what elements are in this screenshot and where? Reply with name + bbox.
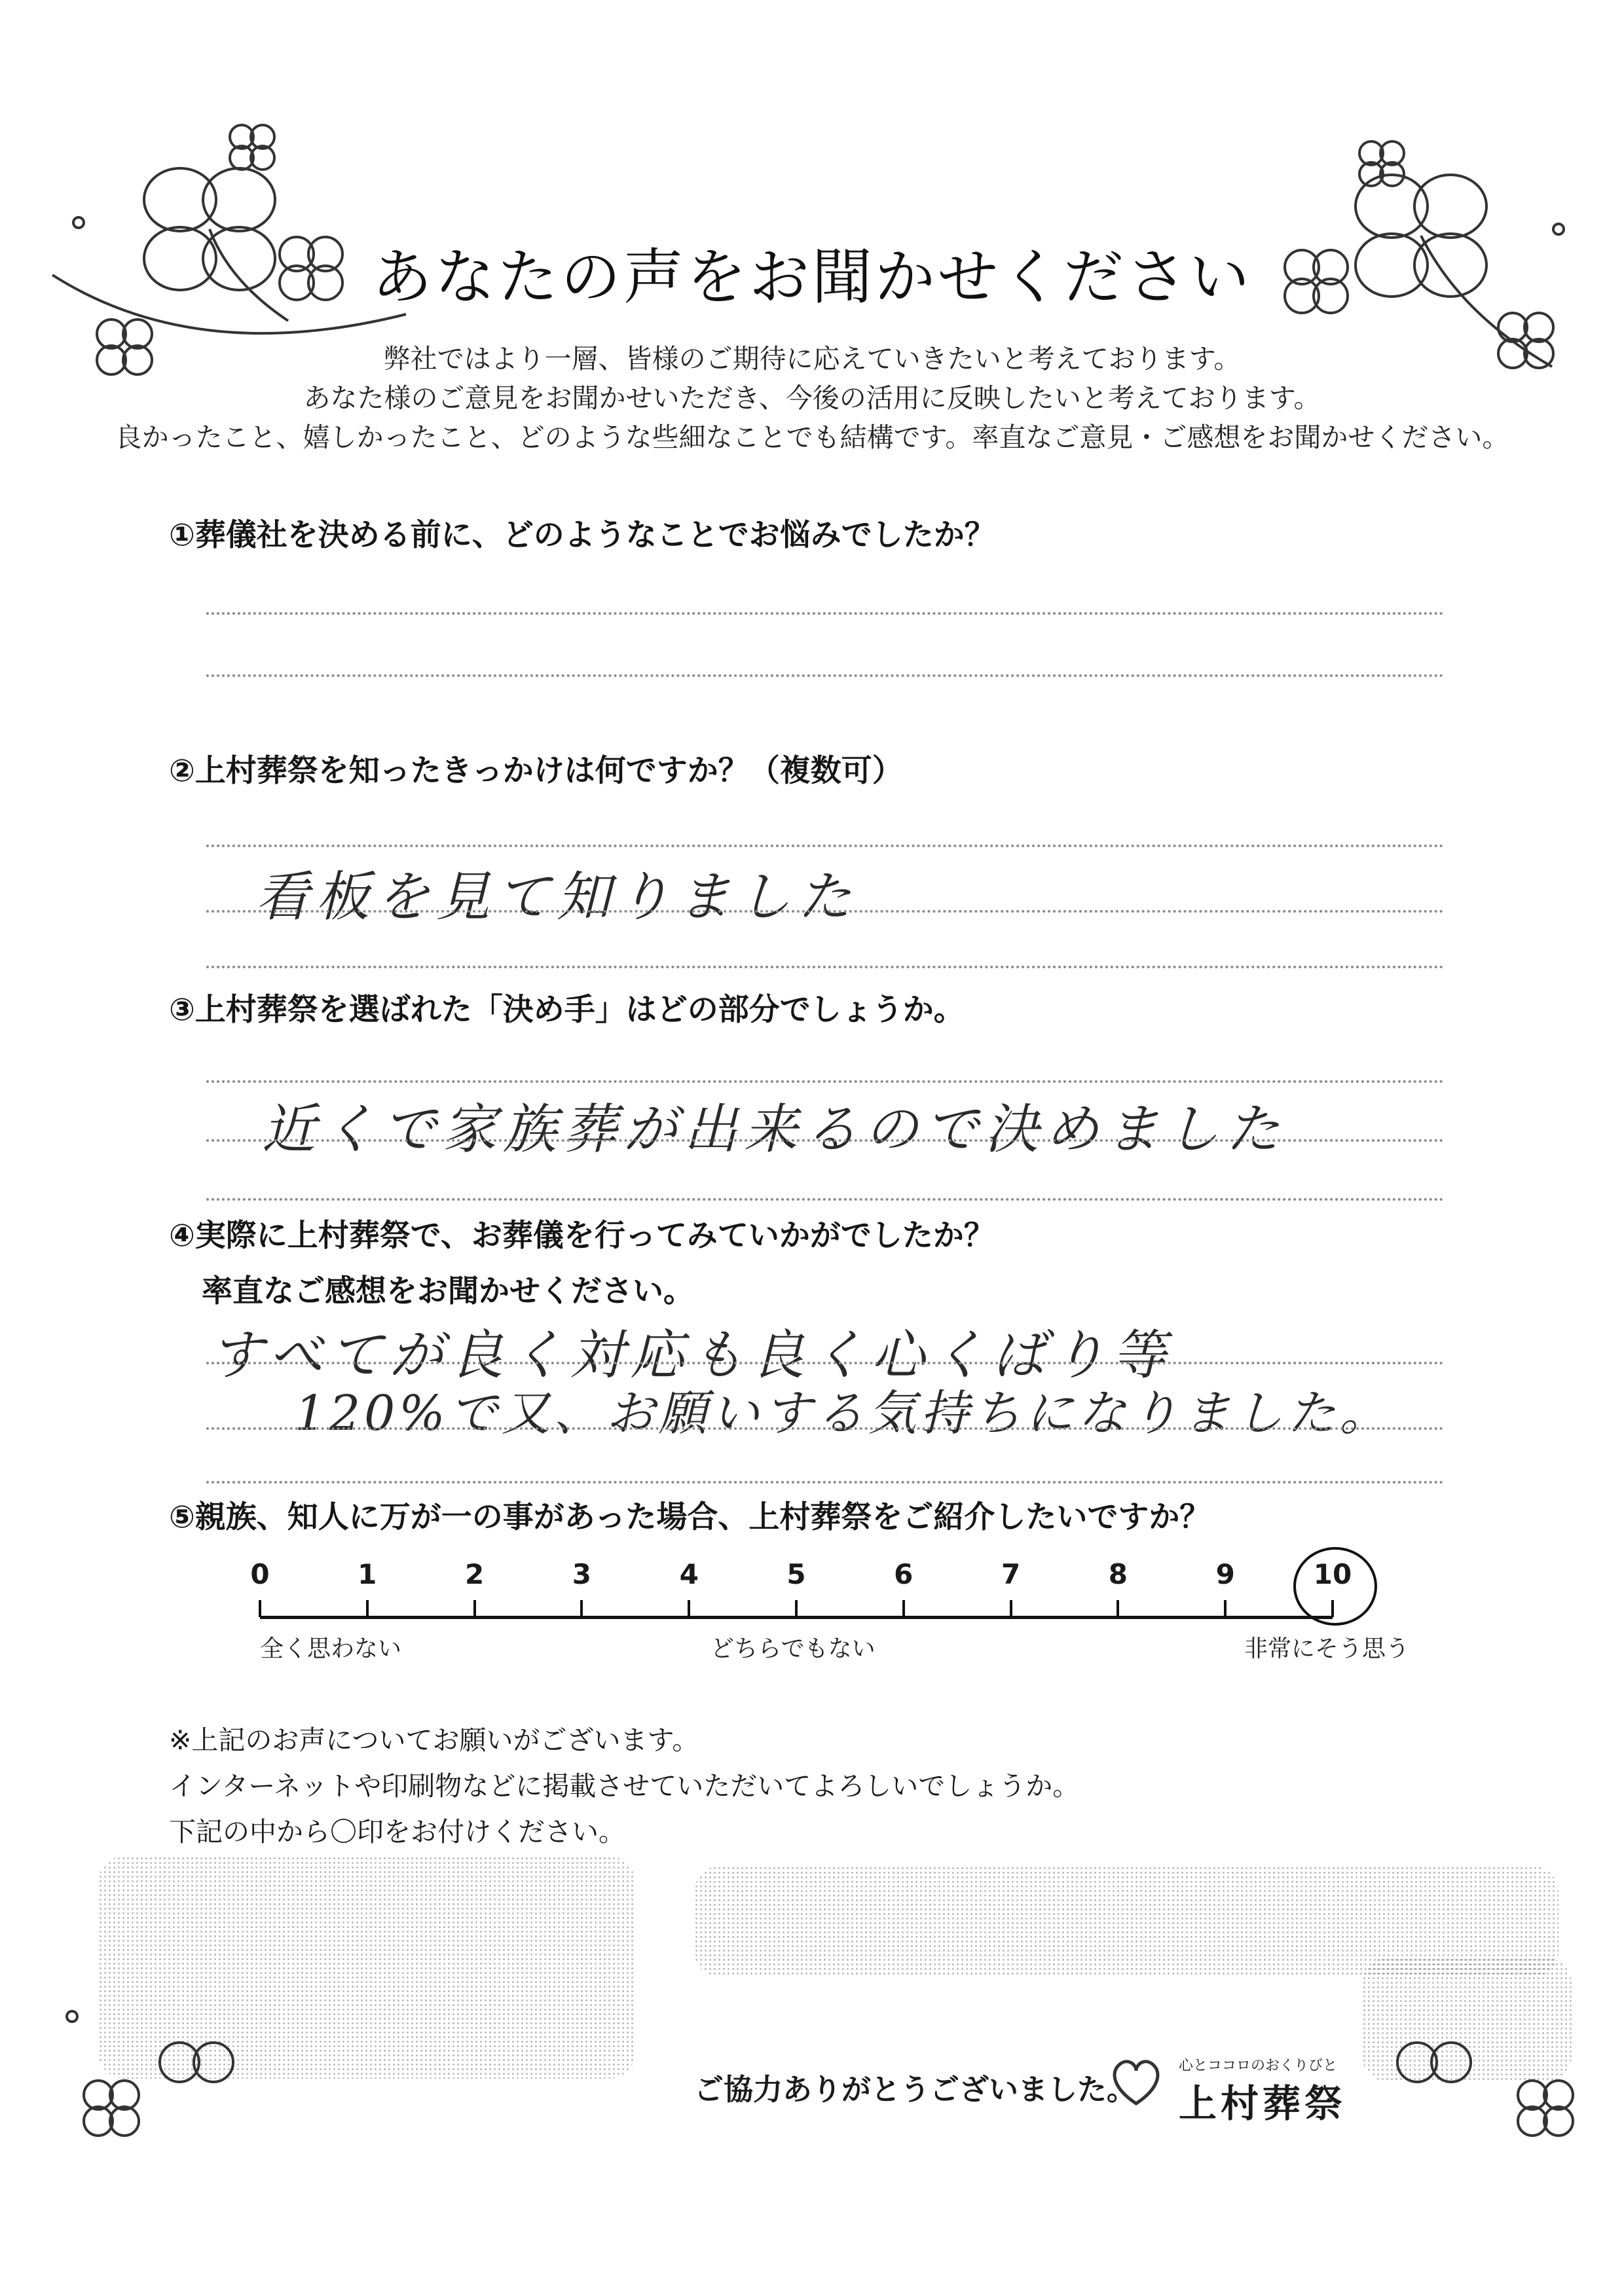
scale-number-8[interactable]: 8 bbox=[1108, 1558, 1128, 1590]
question-5: ⑤親族、知人に万が一の事があった場合、上村葬祭をご紹介したいですか？ bbox=[169, 1499, 1211, 1535]
clover-icon bbox=[1518, 2081, 1573, 2136]
answer-line bbox=[206, 674, 1444, 677]
scale-number-0[interactable]: 0 bbox=[250, 1558, 270, 1590]
logo-tagline: 心とココロのおくりびと bbox=[1179, 2058, 1338, 2074]
intro-line-3: 良かったこと、嬉しかったこと、どのような些細なことでも結構です。率直なご意見・ご感想をお聞かせください。 bbox=[115, 422, 1509, 453]
note-line-2: インターネットや印刷物などに掲載させていただいてよろしいでしょうか。 bbox=[169, 1770, 1080, 1802]
logo-name: 上村葬祭 bbox=[1179, 2081, 1347, 2126]
scale-number-9[interactable]: 9 bbox=[1215, 1558, 1235, 1590]
clover-icon bbox=[1359, 141, 1404, 186]
question-3: ③上村葬祭を選ばれた「決め手」はどの部分でしょうか。 bbox=[169, 992, 965, 1028]
answer-line bbox=[206, 1139, 1444, 1142]
answer-line bbox=[206, 910, 1444, 913]
scale-number-6[interactable]: 6 bbox=[894, 1558, 913, 1590]
scale-number-10[interactable]: 10 bbox=[1313, 1558, 1352, 1590]
scale-tick bbox=[795, 1600, 798, 1617]
clover-icon bbox=[1397, 2043, 1471, 2082]
question-4: ④実際に上村葬祭で、お葬儀を行ってみていかがでしたか？ bbox=[169, 1218, 995, 1254]
scale-label-mid: どちらでもない bbox=[710, 1635, 876, 1662]
clover-icon bbox=[160, 2043, 233, 2082]
question-1: ①葬儀社を決める前に、どのようなことでお悩みでしたか？ bbox=[169, 517, 995, 553]
answer-4-handwritten-line-1: すべてが良く対応も良く心くばり等 bbox=[210, 1324, 1173, 1387]
scale-tick bbox=[580, 1600, 583, 1617]
intro-line-1: 弊社ではより一層、皆様のご期待に応えていきたいと考えております。 bbox=[383, 343, 1241, 374]
heart-icon bbox=[1107, 2052, 1166, 2111]
answer-line bbox=[206, 845, 1444, 847]
question-2: ②上村葬祭を知ったきっかけは何ですか？（複数可） bbox=[169, 753, 903, 789]
answer-line bbox=[206, 1481, 1444, 1484]
page-title: あなたの声をお聞かせください bbox=[371, 242, 1252, 312]
question-4-line-2: 率直なご感想をお聞かせください。 bbox=[202, 1273, 694, 1309]
clover-icon bbox=[84, 2081, 139, 2136]
answer-line bbox=[206, 1427, 1444, 1430]
answer-line bbox=[206, 966, 1444, 968]
scale-number-4[interactable]: 4 bbox=[679, 1558, 699, 1590]
scale-tick bbox=[688, 1600, 690, 1617]
note-line-1: ※上記のお声についてお願いがございます。 bbox=[169, 1724, 699, 1756]
scale-tick bbox=[1010, 1600, 1012, 1617]
scale-number-1[interactable]: 1 bbox=[358, 1558, 377, 1590]
scale-number-7[interactable]: 7 bbox=[1001, 1558, 1021, 1590]
scale-tick bbox=[1224, 1600, 1227, 1617]
scale-number-3[interactable]: 3 bbox=[572, 1558, 591, 1590]
scale-tick bbox=[473, 1600, 476, 1617]
scale-tick bbox=[259, 1600, 261, 1617]
scale-number-5[interactable]: 5 bbox=[786, 1558, 806, 1590]
scale-label-low: 全く思わない bbox=[260, 1635, 402, 1662]
answer-line bbox=[206, 1362, 1444, 1364]
intro-line-2: あなた様のご意見をお聞かせいただき、今後の活用に反映したいと考えております。 bbox=[303, 382, 1321, 414]
clover-decoration-left bbox=[0, 0, 471, 393]
scale-tick bbox=[902, 1600, 905, 1617]
answer-line bbox=[206, 1198, 1444, 1201]
scale-label-high: 非常にそう思う bbox=[1244, 1635, 1410, 1662]
clover-icon bbox=[230, 125, 274, 170]
answer-line bbox=[206, 612, 1444, 615]
answer-line bbox=[206, 1080, 1444, 1083]
answer-2-handwritten: 看板を見て知りました bbox=[255, 866, 858, 928]
scale-tick bbox=[366, 1600, 369, 1617]
note-line-3: 下記の中から〇印をお付けください。 bbox=[169, 1816, 625, 1848]
footer-thanks: ご協力ありがとうございました。 bbox=[694, 2072, 1137, 2107]
answer-4-handwritten-line-2: 120%で又、お願いする気持ちになりました。 bbox=[295, 1385, 1392, 1442]
answer-3-handwritten: 近くで家族葬が出来るので決めました bbox=[262, 1099, 1286, 1161]
scale-number-2[interactable]: 2 bbox=[464, 1558, 485, 1590]
selected-rating-circle bbox=[1293, 1547, 1377, 1626]
scale-tick bbox=[1116, 1600, 1119, 1617]
